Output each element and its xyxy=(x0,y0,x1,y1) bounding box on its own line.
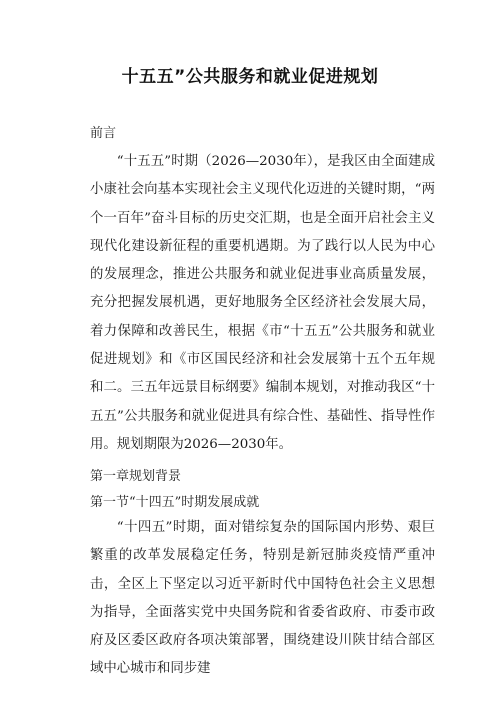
preface-heading: 前言 xyxy=(90,126,117,141)
preface-paragraph: “十五五”时期（2026—2030年），是我区由全面建成小康社会向基本实现社会主义现代化迈进的关键时期，“两个一百年”奋斗目标的历史交汇期，也是全面开启社会主义现代化建设新征程的重要机遇期。为了践行以人民为中心的发展理念，推进公共服务和就业促进事业高质量发展，充分把握发展机遇，更好地服务全区经济社会发展大局，着力保障和改善民生，根据《市“十五五”公共服务和就业促进规划》和《市区国民经济和社会发展第十五个五年规和二。三五年远景目标纲要》编制本规划，对推动我区“十五五”公共服务和就业促进具有综合性、基础性、指导性作用。规划期限为2026—2030年。 xyxy=(90,154,435,452)
chapter-heading: 第一章规划背景 xyxy=(90,469,182,484)
section-paragraph: “十四五”时期，面对错综复杂的国际国内形势、艰巨繁重的改革发展稳定任务，特别是新冠肺炎疫情严重冲击，全区上下坚定以习近平新时代中国特色社会主义思想为指导，全面落实党中央国务院和省委省政府、市委市政府及区委区政府各项决策部署，围绕建设川陕甘结合部区域中心城市和同步建 xyxy=(90,520,435,677)
document-title: 十五五”公共服务和就业促进规划 xyxy=(121,67,379,87)
section-heading: 第一节“十四五”时期发展成就 xyxy=(90,495,260,510)
